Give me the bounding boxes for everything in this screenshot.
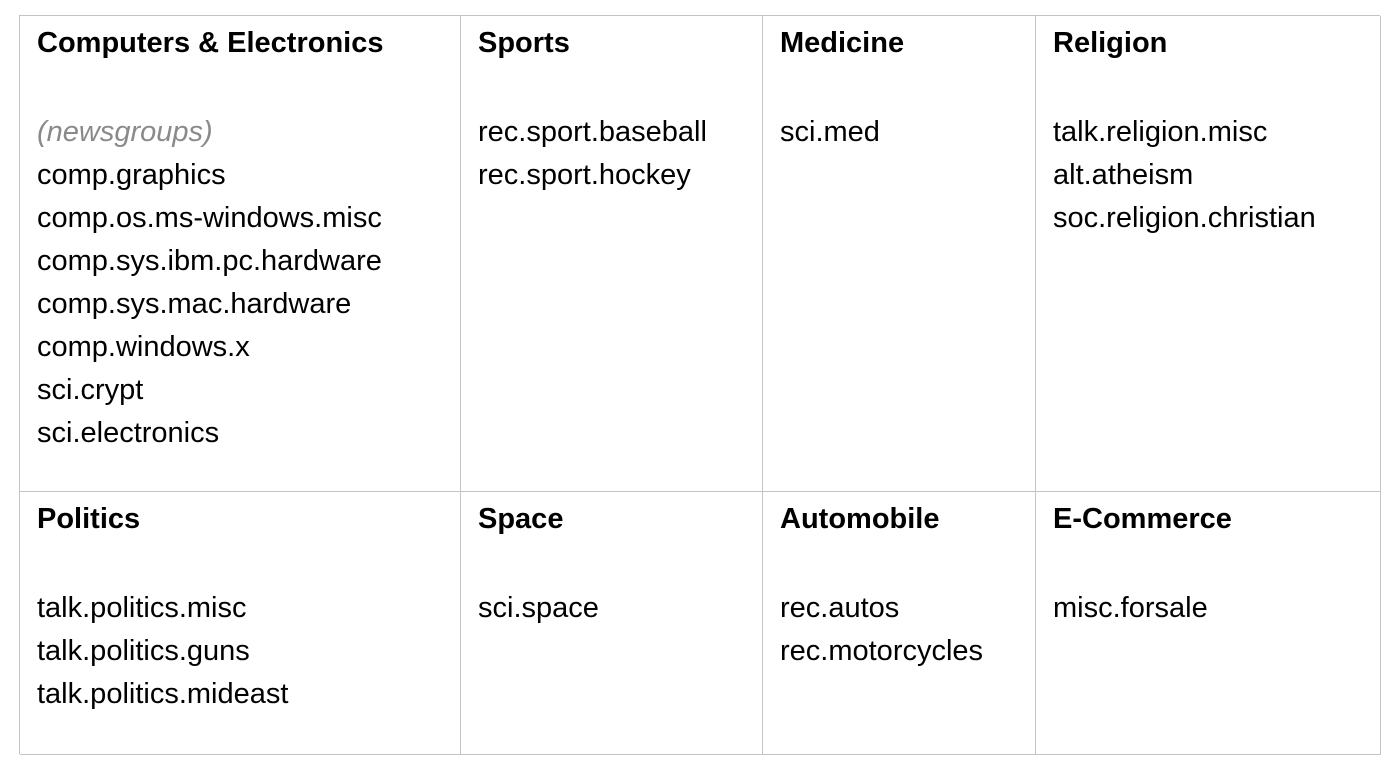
newsgroup-item: talk.politics.guns (37, 635, 250, 667)
category-title: E-Commerce (1053, 503, 1232, 535)
newsgroup-item: rec.sport.hockey (478, 159, 691, 191)
newsgroup-item: rec.autos (780, 592, 900, 624)
newsgroups-note: (newsgroups) (37, 116, 213, 148)
newsgroup-item: talk.politics.misc (37, 592, 247, 624)
newsgroup-item: soc.religion.christian (1053, 202, 1316, 234)
category-cell-medicine (763, 16, 1036, 492)
newsgroup-item: comp.graphics (37, 159, 226, 191)
newsgroup-item: sci.crypt (37, 374, 144, 406)
category-title: Politics (37, 503, 141, 535)
newsgroup-item: comp.sys.mac.hardware (37, 288, 352, 320)
category-title: Computers & Electronics (37, 27, 384, 59)
newsgroup-item: misc.forsale (1053, 592, 1208, 624)
category-cell-e-commerce (1036, 492, 1381, 755)
category-title: Automobile (780, 503, 940, 535)
newsgroup-item: talk.politics.mideast (37, 678, 289, 710)
category-title: Space (478, 503, 564, 535)
newsgroup-item: rec.motorcycles (780, 635, 984, 667)
newsgroup-item: comp.windows.x (37, 331, 250, 363)
category-cell-computers-electronics (20, 16, 461, 492)
category-title: Religion (1053, 27, 1168, 59)
category-cell-sports (461, 16, 763, 492)
category-cell-automobile (763, 492, 1036, 755)
category-title: Medicine (780, 27, 905, 59)
newsgroup-item: sci.med (780, 116, 880, 148)
newsgroup-item: rec.sport.baseball (478, 116, 707, 148)
newsgroup-item: comp.sys.ibm.pc.hardware (37, 245, 382, 277)
newsgroup-item: comp.os.ms-windows.misc (37, 202, 382, 234)
newsgroup-item: sci.space (478, 592, 599, 624)
newsgroup-item: sci.electronics (37, 417, 220, 449)
category-cell-politics (20, 492, 461, 755)
category-cell-space (461, 492, 763, 755)
newsgroup-item: alt.atheism (1053, 159, 1194, 191)
newsgroup-item: talk.religion.misc (1053, 116, 1268, 148)
category-cell-religion (1036, 16, 1381, 492)
category-title: Sports (478, 27, 570, 59)
newsgroup-category-table (19, 15, 1380, 754)
